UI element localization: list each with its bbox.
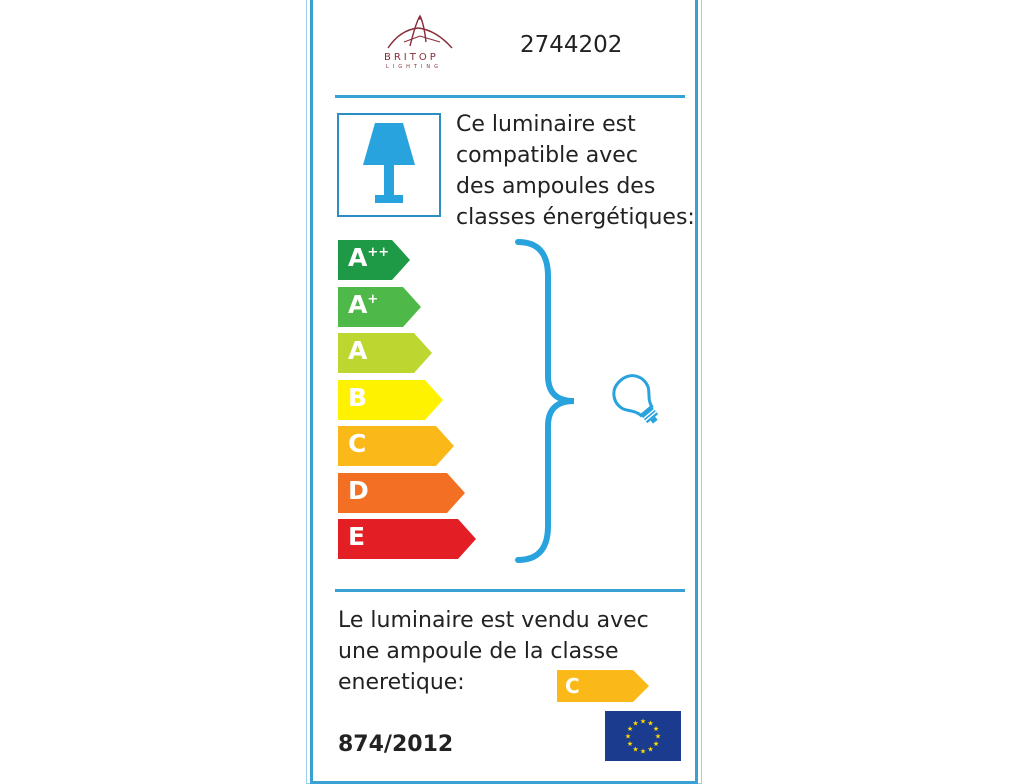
compat-line-2: compatible avec — [456, 143, 638, 168]
eu-star: ★ — [647, 719, 654, 728]
energy-class-letter: A++ — [348, 243, 390, 272]
sold-line-1: Le luminaire est vendu avec — [338, 608, 649, 633]
brace-icon — [510, 236, 580, 566]
compat-line-1: Ce luminaire est — [456, 112, 636, 137]
energy-class-plus: + — [367, 291, 379, 307]
sold-class-letter: C — [565, 674, 580, 698]
lamp-icon-box — [337, 113, 441, 217]
eu-star: ★ — [639, 747, 647, 756]
energy-class-letter: B — [348, 382, 368, 412]
eu-star: ★ — [632, 745, 639, 754]
regulation-number: 874/2012 — [338, 732, 454, 757]
eu-star: ★ — [647, 745, 654, 754]
eu-star: ★ — [654, 732, 662, 741]
compatibility-text — [456, 109, 696, 233]
compat-line-4: classes énergétiques: — [456, 205, 695, 230]
reference-number: 2744202 — [520, 32, 623, 58]
eu-star: ★ — [652, 740, 660, 748]
brand-subtitle: LIGHTING — [386, 64, 443, 70]
energy-class-letter: E — [348, 522, 366, 551]
energy-class-plus: ++ — [367, 245, 390, 260]
divider-bottom — [335, 589, 685, 592]
eu-star: ★ — [626, 725, 634, 733]
brand-name: BRITOP — [384, 52, 439, 63]
compat-line-3: des ampoules des — [456, 174, 656, 199]
eu-star: ★ — [632, 719, 639, 728]
eu-star: ★ — [626, 740, 634, 748]
table-lamp-icon — [339, 115, 439, 215]
sold-line-3: eneretique: — [338, 670, 465, 695]
eu-star: ★ — [639, 717, 647, 726]
energy-class-letter: D — [348, 475, 369, 505]
energy-class-letter: A — [348, 336, 368, 365]
eu-star: ★ — [652, 725, 660, 733]
light-bulb-icon — [608, 370, 668, 432]
eu-flag-icon — [605, 711, 681, 761]
divider-top — [335, 95, 685, 98]
eu-star: ★ — [624, 732, 632, 741]
energy-class-letter: C — [348, 429, 367, 458]
sold-line-2: une ampoule de la classe — [338, 639, 619, 664]
energy-class-letter: A+ — [348, 289, 379, 319]
